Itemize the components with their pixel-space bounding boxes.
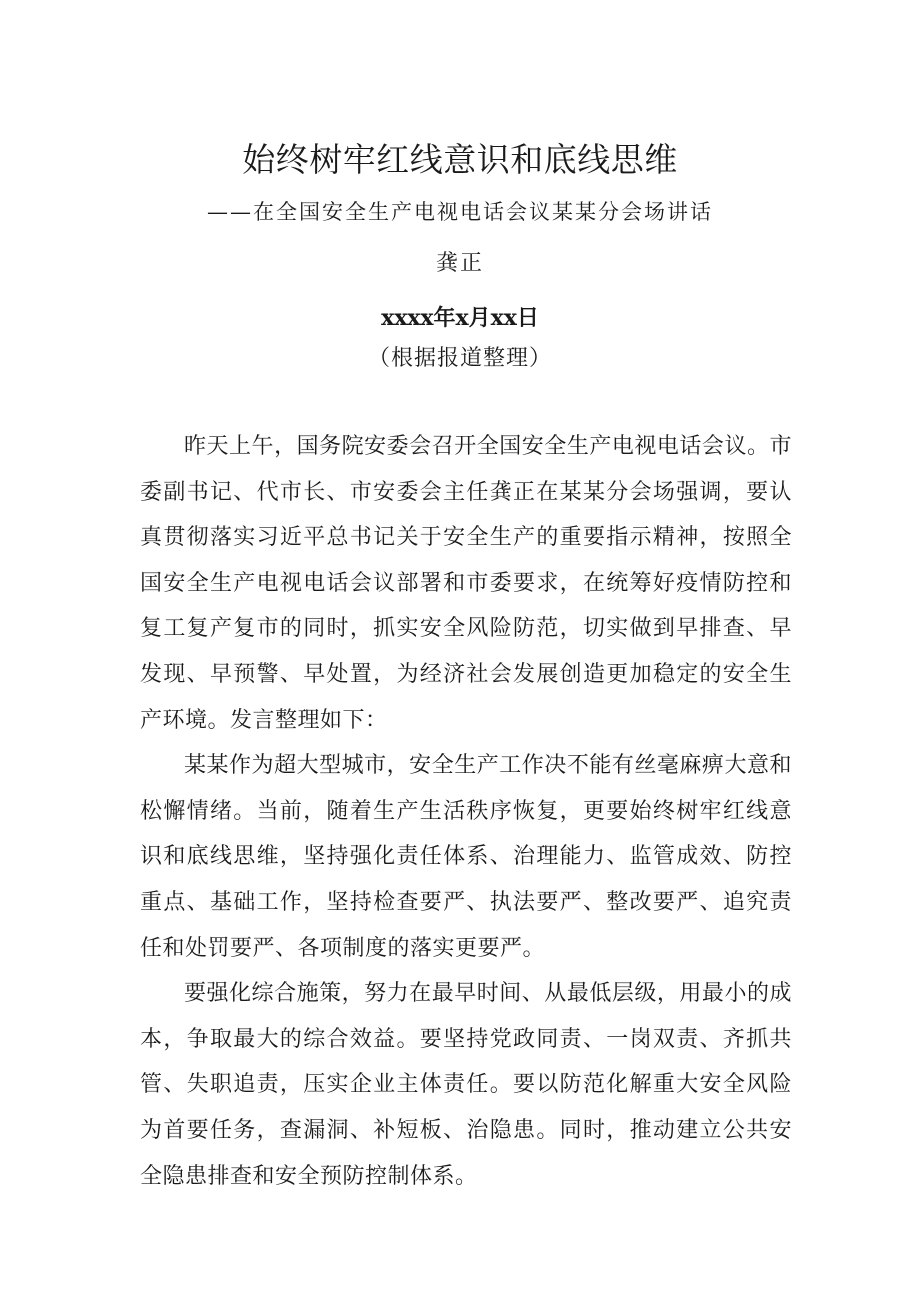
paragraph-2: 某某作为超大型城市，安全生产工作决不能有丝毫麻痹大意和松懈情绪。当前，随着生产生活秩序恢复，更要始终树牢红线意识和底线思维，坚持强化责任体系、治理能力、监管成效、防控重点、基础工作，坚持检查要严、执法要严、整改要严、追究责任和处罚要严、各项制度的落实更要严。 — [140, 753, 792, 961]
paragraph-3: 要强化综合施策，努力在最早时间、从最低层级，用最小的成本，争取最大的综合效益。要坚持党政同责、一岗双责、齐抓共管、失职追责，压实企业主体责任。要以防范化解重大安全风险为首要任务，查漏洞、补短板、治隐患。同时，推动建立公共安全隐患排查和安全预防控制体系。 — [140, 981, 792, 1189]
document-subtitle: ——在全国安全生产电视电话会议某某分会场讲话 — [207, 200, 713, 224]
document-note: （根据报道整理） — [367, 346, 552, 371]
document-date: xxxx年x月xx日 — [381, 305, 539, 331]
paragraph-1: 昨天上午，国务院安委会召开全国安全生产电视电话会议。市委副书记、代市长、市安委会主任龚正在某某分会场强调，要认真贯彻落实习近平总书记关于安全生产的重要指示精神，按照全国安全生产电视电话会议部署和市委要求，在统筹好疫情防控和复工复产复市的同时，抓实安全风险防范，切实做到早排查、早发现、早预警、早处置，为经济社会发展创造更加稳定的安全生产环境。发言整理如下： — [140, 434, 792, 733]
document-body — [140, 424, 792, 1199]
document-author: 龚正 — [435, 251, 484, 276]
document-title: 始终树牢红线意识和底线思维 — [242, 140, 678, 179]
